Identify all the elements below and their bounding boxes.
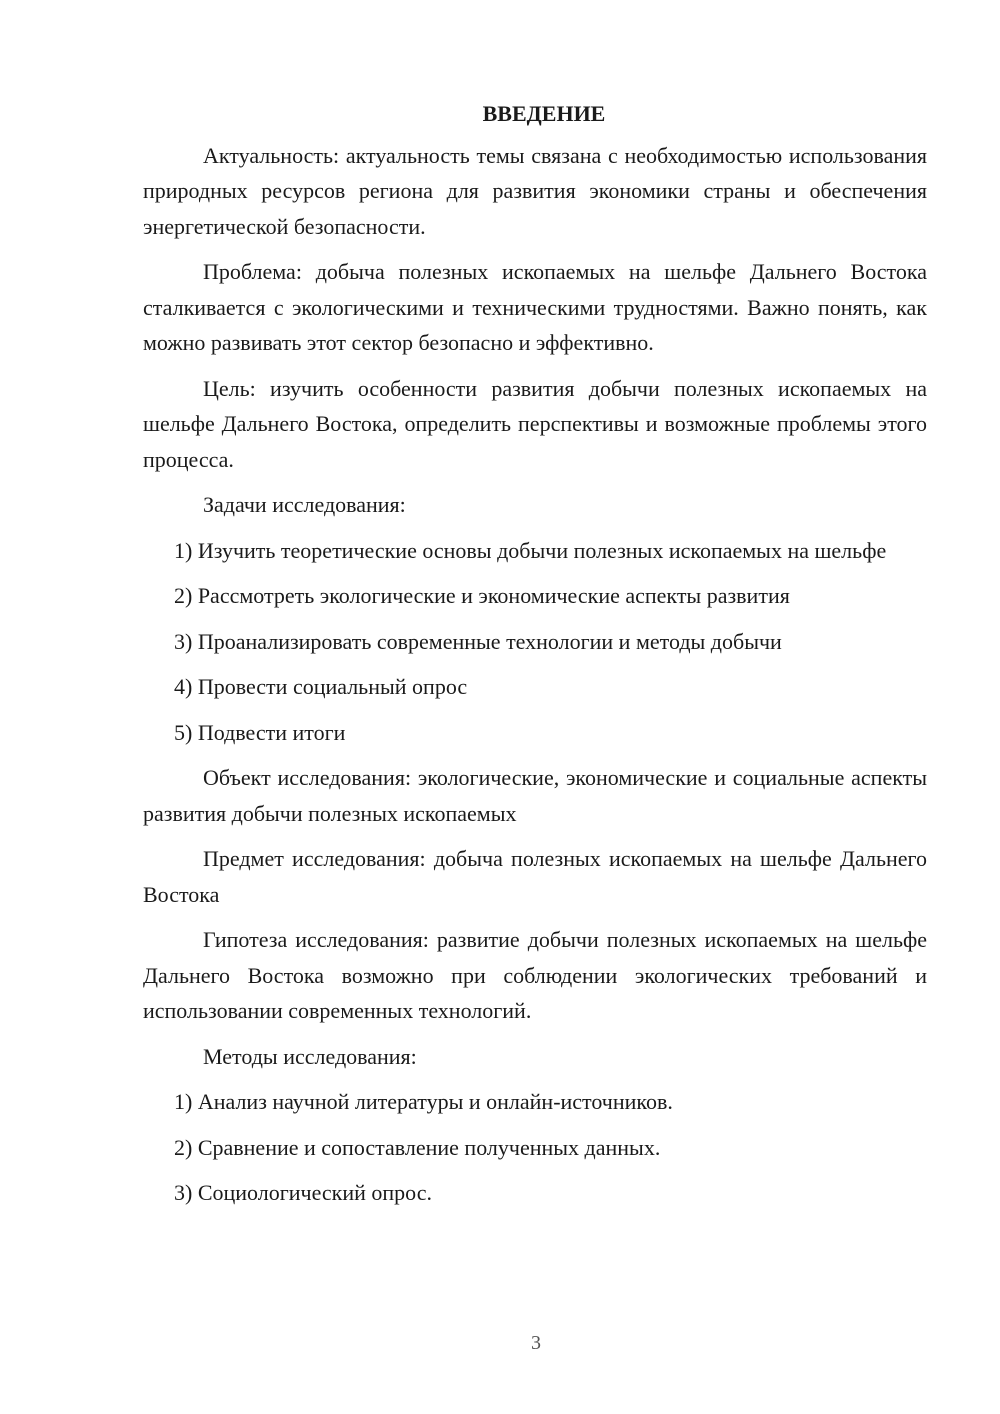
method-item: 1) Анализ научной литературы и онлайн-источников. xyxy=(174,1089,673,1114)
section-title: ВВЕДЕНИЕ xyxy=(482,101,606,126)
goal-paragraph: Цель: изучить особенности развития добычи полезных ископаемых на шельфе Дальнего Востока, определить перспективы и возможные проблемы этого процесса. xyxy=(143,375,927,472)
methods-heading: Методы исследования: xyxy=(203,1043,417,1069)
hypothesis-paragraph: Гипотеза исследования: развитие добычи полезных ископаемых на шельфе Дальнего Востока возможно при соблюдении экологических требований и использовании современных технологий. xyxy=(143,927,927,1023)
method-item: 2) Сравнение и сопоставление полученных данных. xyxy=(174,1134,661,1160)
problem-paragraph: Проблема: добыча полезных ископаемых на шельфе Дальнего Востока сталкивается с экологическими и техническими трудностями. Важно понять, как можно развивать этот сектор безопасно и эффективно. xyxy=(143,259,927,355)
object-paragraph: Объект исследования: экологические, экономические и социальные аспекты развития добычи полезных ископаемых xyxy=(143,765,927,826)
tasks-heading: Задачи исследования: xyxy=(203,492,406,517)
relevance-paragraph: Актуальность: актуальность темы связана с необходимостью использования природных ресурсов региона для развития экономики страны и обеспечения энергетической безопасности. xyxy=(143,142,927,239)
task-item: 4) Провести социальный опрос xyxy=(174,674,468,699)
task-item: 3) Проанализировать современные технологии и методы добычи xyxy=(174,628,782,654)
subject-paragraph: Предмет исследования: добыча полезных ископаемых на шельфе Дальнего Востока xyxy=(143,846,927,907)
task-item: 5) Подвести итоги xyxy=(174,719,346,745)
task-item: 1) Изучить теоретические основы добычи полезных ископаемых на шельфе xyxy=(174,537,887,563)
document-body xyxy=(143,96,927,1221)
task-item: 2) Рассмотреть экологические и экономические аспекты развития xyxy=(174,583,790,608)
page-number: 3 xyxy=(531,1332,541,1354)
method-item: 3) Социологический опрос. xyxy=(174,1180,432,1205)
